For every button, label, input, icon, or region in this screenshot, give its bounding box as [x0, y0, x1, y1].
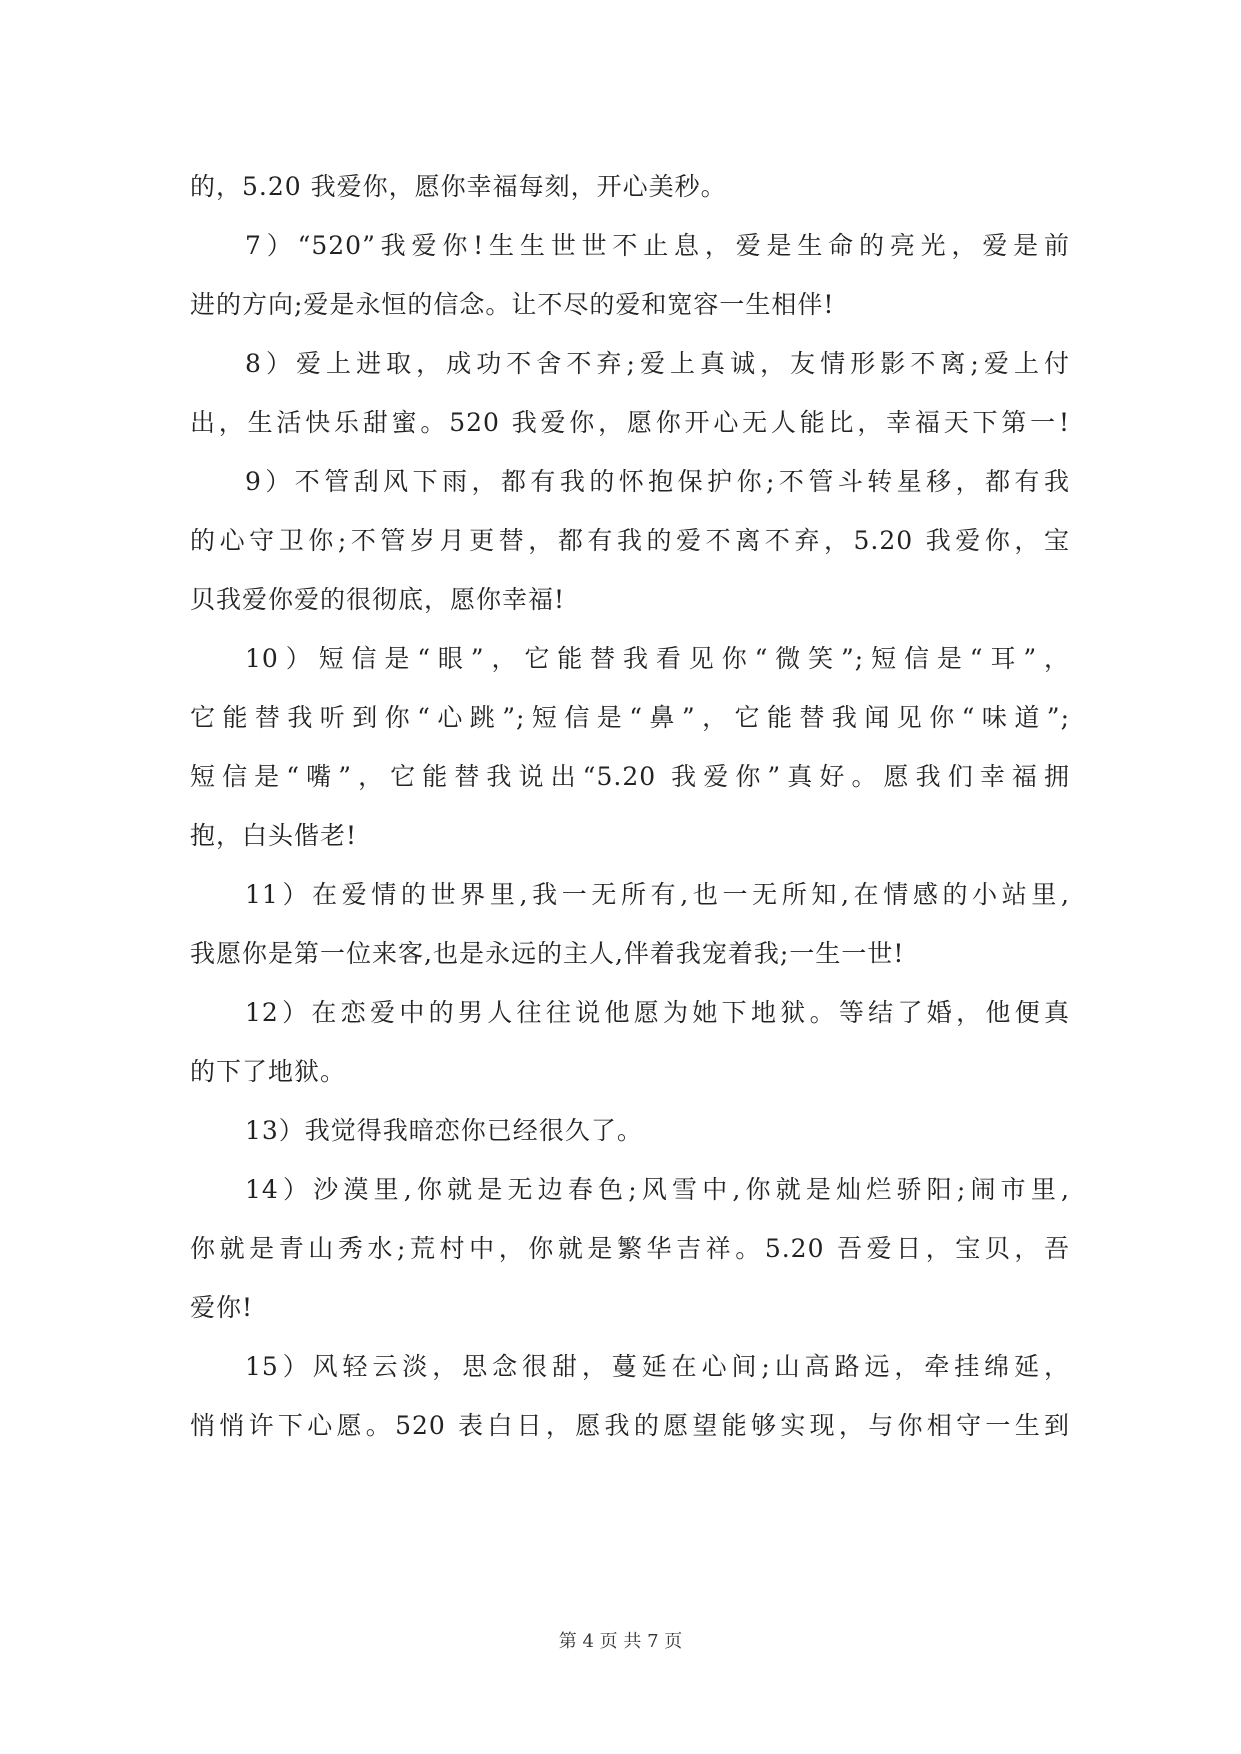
text-line: 爱你! [190, 1293, 254, 1322]
text-line: 我愿你是第一位来客,也是永远的主人,伴着我宠着我;一生一世! [190, 939, 905, 968]
text-line: 15）风轻云淡，思念很甜，蔓延在心间;山高路远，牵挂绵延， [245, 1352, 1070, 1381]
text-line: 的下了地狱。 [190, 1057, 347, 1086]
text-line: 它能替我听到你“心跳”;短信是“鼻”，它能替我闻见你“味道”; [190, 703, 1070, 732]
text-line: 11）在爱情的世界里,我一无所有,也一无所知,在情感的小站里, [245, 880, 1070, 909]
text-line: 7）“520”我爱你!生生世世不止息，爱是生命的亮光，爱是前 [245, 231, 1070, 260]
text-line: 悄悄许下心愿。520 表白日，愿我的愿望能够实现，与你相守一生到 [190, 1411, 1070, 1440]
text-line: 你就是青山秀水;荒村中，你就是繁华吉祥。5.20 吾爱日，宝贝，吾 [190, 1234, 1070, 1263]
page-number-footer: 第 4 页 共 7 页 [558, 1631, 683, 1652]
text-line: 贝我爱你爱的很彻底，愿你幸福! [190, 585, 566, 614]
text-line: 10）短信是“眼”，它能替我看见你“微笑”;短信是“耳”， [245, 644, 1070, 673]
text-line: 短信是“嘴”，它能替我说出“5.20 我爱你”真好。愿我们幸福拥 [190, 762, 1070, 791]
text-line: 13）我觉得我暗恋你已经很久了。 [245, 1116, 643, 1145]
text-line: 出，生活快乐甜蜜。520 我爱你，愿你开心无人能比，幸福天下第一! [190, 408, 1070, 437]
text-line: 9）不管刮风下雨，都有我的怀抱保护你;不管斗转星移，都有我 [245, 467, 1070, 496]
text-line: 进的方向;爱是永恒的信念。让不尽的爱和宽容一生相伴! [190, 290, 835, 319]
text-line: 8）爱上进取，成功不舍不弃;爱上真诚，友情形影不离;爱上付 [245, 349, 1070, 378]
text-line: 的，5.20 我爱你，愿你幸福每刻，开心美秒。 [190, 172, 727, 201]
text-line: 12）在恋爱中的男人往往说他愿为她下地狱。等结了婚，他便真 [245, 998, 1070, 1027]
text-line: 抱，白头偕老! [190, 821, 358, 850]
text-line: 的心守卫你;不管岁月更替，都有我的爱不离不弃，5.20 我爱你，宝 [190, 526, 1070, 555]
text-line: 14）沙漠里,你就是无边春色;风雪中,你就是灿烂骄阳;闹市里, [245, 1175, 1070, 1204]
